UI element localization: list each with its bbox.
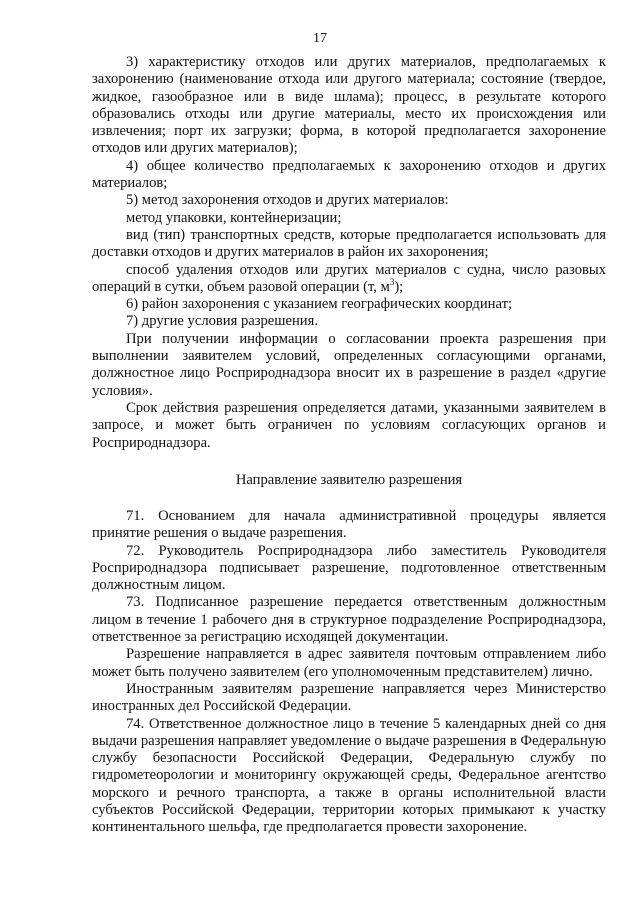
removal-method-suffix: ); bbox=[394, 278, 404, 295]
paragraph-71: 71. Основанием для начала административной процедуры является принятие решения о выдаче разрешения. bbox=[92, 508, 606, 542]
paragraph-item-7: 7) другие условия разрешения. bbox=[126, 313, 318, 330]
paragraph-approval-info: При получении информации о согласовании проекта разрешения при выполнении заявителем условий, определенных согласующими органами, должностное лицо Росприроднадзора вносит их в разрешение в раздел «другие условия». bbox=[92, 330, 606, 399]
paragraph-packaging-method: метод упаковки, контейнеризации; bbox=[126, 209, 342, 226]
paragraph-item-6: 6) район захоронения с указанием географических координат; bbox=[126, 296, 512, 313]
paragraph-item-5: 5) метод захоронения отходов и других материалов: bbox=[126, 192, 449, 209]
paragraph-delivery: Разрешение направляется в адрес заявителя почтовым отправлением либо может быть получено заявителем (его уполномоченным представителем) лично. bbox=[92, 646, 606, 680]
paragraph-item-3: 3) характеристику отходов или других материалов, предполагаемых к захоронению (наименование отхода или другого материала; состояние (твердое, жидкое, газообразное или в виде шлама); процесс, в результате которого образовались отходы или другие материалы, место их происхождения или извлечения; порт их загрузки; форма, в которой предполагается захоронение отходов или других материалов); bbox=[92, 54, 606, 157]
section-body bbox=[92, 508, 606, 837]
page-number: 17 bbox=[313, 31, 327, 46]
paragraph-74: 74. Ответственное должностное лицо в течение 5 календарных дней со дня выдачи разрешения направляет уведомление о выдаче разрешения в Федеральную службу безопасности Российской Федерации, Федеральную службу по гидрометеорологии и мониторингу окружающей среды, Федеральное агентство морского и речного транспорта, а также в органы исполнительной власти субъектов Российской Федерации, территории которых примыкают к участку континентального шельфа, где предполагается провести захоронение. bbox=[92, 715, 606, 836]
paragraph-72: 72. Руководитель Росприроднадзора либо заместитель Руководителя Росприроднадзора подписывает разрешение, подготовленное ответственным должностным лицом. bbox=[92, 542, 606, 594]
cubic-superscript: 3 bbox=[389, 277, 395, 287]
section-heading: Направление заявителю разрешения bbox=[235, 472, 463, 488]
paragraph-item-4: 4) общее количество предполагаемых к захоронению отходов и других материалов; bbox=[92, 157, 606, 192]
removal-method-text: способ удаления отходов или других материалов с судна, число разовых операций в сутки, объем разовой операции (т, м bbox=[92, 261, 606, 295]
requirements-list bbox=[92, 54, 606, 452]
paragraph-validity-period: Срок действия разрешения определяется датами, указанными заявителем в запросе, и может быть ограничен по условиям согласующих органов и Росприроднадзора. bbox=[92, 399, 606, 451]
paragraph-removal-method bbox=[92, 262, 606, 297]
paragraph-foreign-applicants: Иностранным заявителям разрешение направляется через Министерство иностранных дел Российской Федерации. bbox=[92, 680, 606, 715]
paragraph-73: 73. Подписанное разрешение передается ответственным должностным лицом в течение 1 рабочего дня в структурное подразделение Росприроднадзора, ответственное за регистрацию исходящей документации. bbox=[92, 594, 606, 646]
paragraph-transport-type: вид (тип) транспортных средств, которые предполагается использовать для доставки отходов и других материалов в район их захоронения; bbox=[92, 226, 606, 261]
